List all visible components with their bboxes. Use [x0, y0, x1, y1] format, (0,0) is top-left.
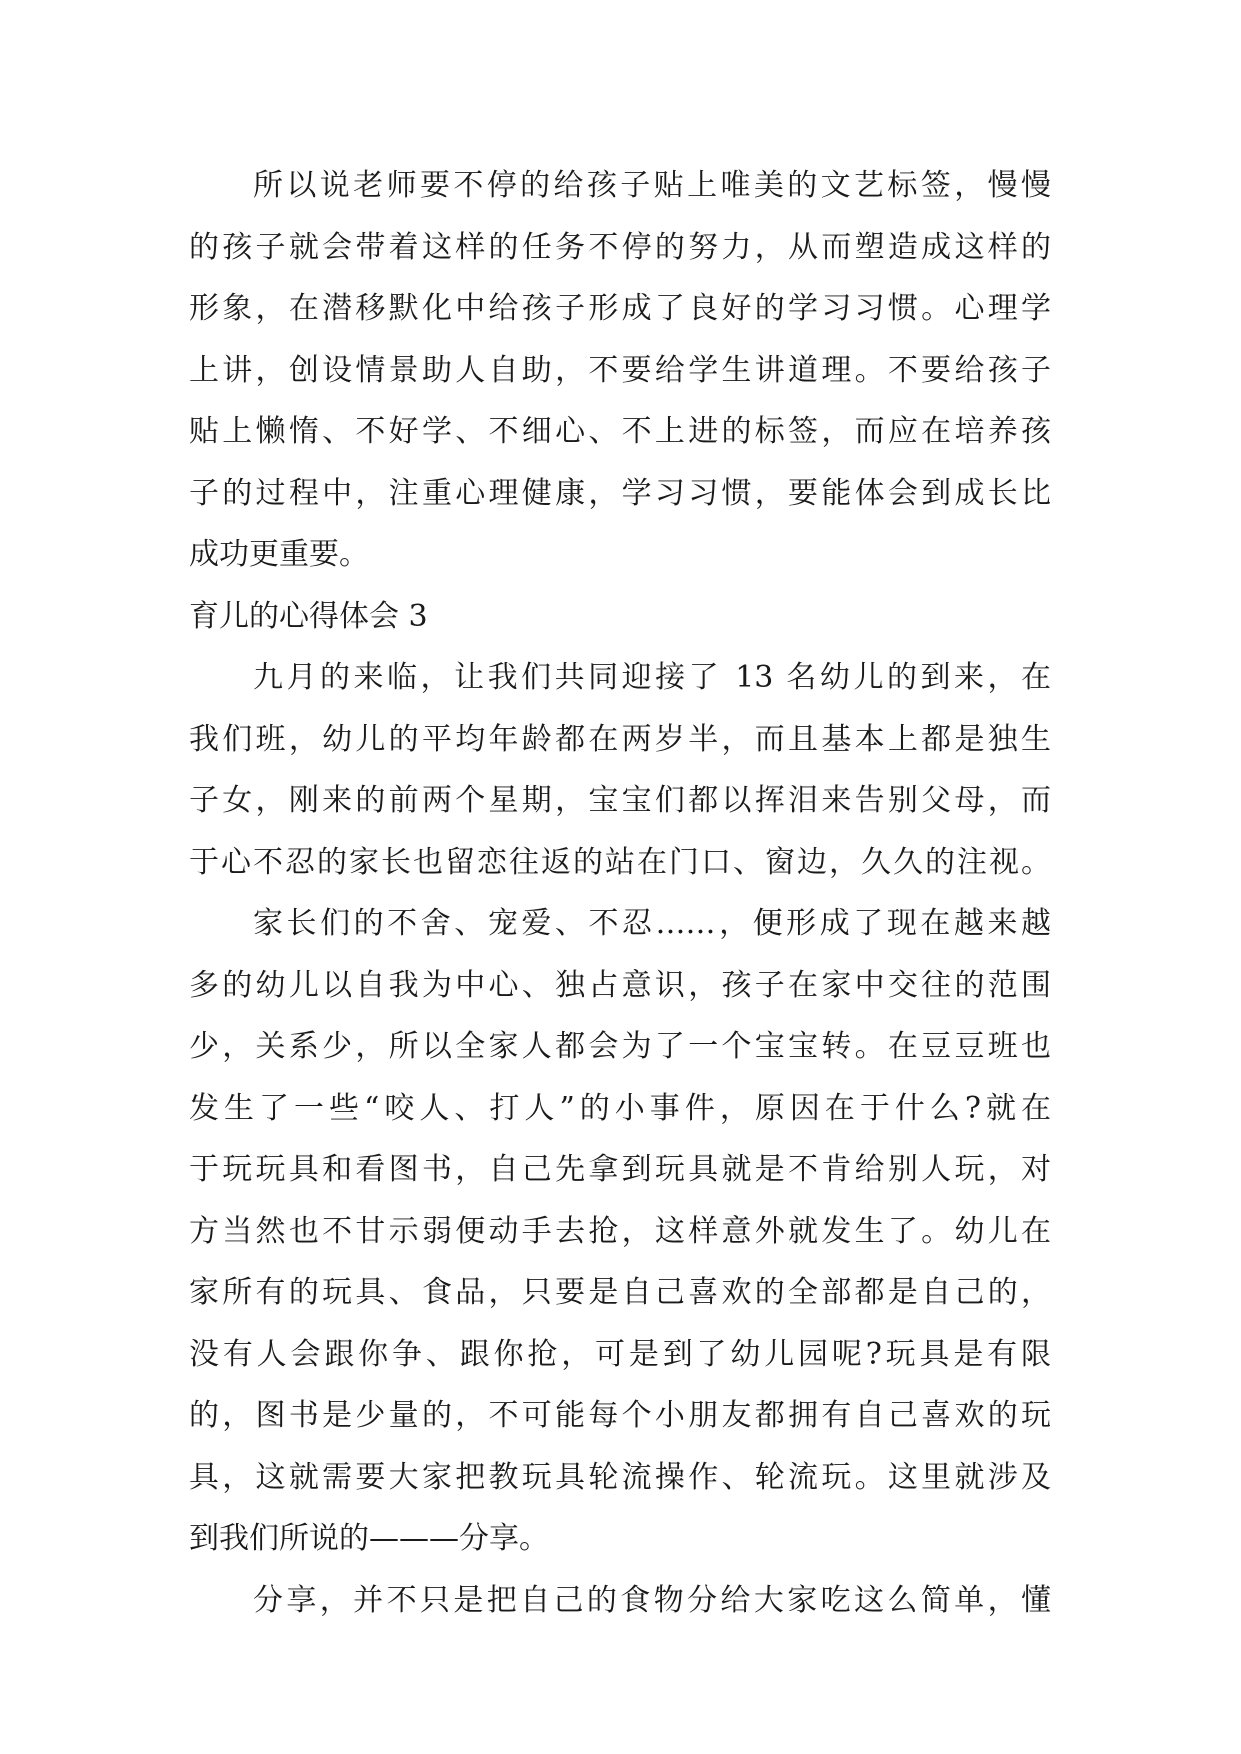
paragraph: [189, 893, 1051, 1570]
text-line: 的孩子就会带着这样的任务不停的努力，从而塑造成这样的: [189, 229, 1051, 265]
text-line: 所以说老师要不停的给孩子贴上唯美的文艺标签，慢慢: [253, 168, 1051, 203]
paragraph: [189, 1570, 1051, 1632]
text-line: 成功更重要。: [189, 537, 369, 572]
paragraph: [189, 155, 1051, 586]
paragraph: [189, 647, 1051, 893]
text-line: 上讲，创设情景助人自助，不要给学生讲道理。不要给孩子: [189, 352, 1051, 388]
text-line: 家所有的玩具、食品，只要是自己喜欢的全部都是自己的，: [189, 1275, 1051, 1310]
text-line: 子女，刚来的前两个星期，宝宝们都以挥泪来告别父母，而: [189, 783, 1051, 818]
text-line: 于心不忍的家长也留恋往返的站在门口、窗边，久久的注视。: [189, 844, 1051, 880]
text-line: 家长们的不舍、宠爱、不忍……，便形成了现在越来越: [253, 906, 1051, 941]
text-line: 的，图书是少量的，不可能每个小朋友都拥有自己喜欢的玩: [189, 1398, 1051, 1433]
text-line: 没有人会跟你争、跟你抢，可是到了幼儿园呢?玩具是有限: [189, 1336, 1051, 1372]
section-heading: 育儿的心得体会 3: [189, 598, 428, 634]
text-line: 发生了一些“咬人、打人”的小事件，原因在于什么?就在: [189, 1090, 1051, 1126]
text-line: 具，这就需要大家把教玩具轮流操作、轮流玩。这里就涉及: [189, 1459, 1051, 1495]
text-line: 我们班，幼儿的平均年龄都在两岁半，而且基本上都是独生: [189, 721, 1051, 757]
text-line: 子的过程中，注重心理健康，学习习惯，要能体会到成长比: [189, 475, 1051, 511]
text-line: 于玩玩具和看图书，自己先拿到玩具就是不肯给别人玩，对: [189, 1152, 1051, 1187]
text-line: 贴上懒惰、不好学、不细心、不上进的标签，而应在培养孩: [189, 414, 1051, 449]
text-line: 到我们所说的———分享。: [189, 1521, 549, 1556]
text-line: 方当然也不甘示弱便动手去抢，这样意外就发生了。幼儿在: [189, 1213, 1051, 1249]
text-line: 九月的来临，让我们共同迎接了 13 名幼儿的到来，在: [253, 660, 1051, 695]
document-body: [189, 155, 1051, 1631]
text-line: 少，关系少，所以全家人都会为了一个宝宝转。在豆豆班也: [189, 1029, 1051, 1064]
text-line: 分享，并不只是把自己的食物分给大家吃这么简单，懂: [253, 1582, 1051, 1618]
text-line: 多的幼儿以自我为中心、独占意识，孩子在家中交往的范围: [189, 967, 1051, 1003]
text-line: 形象，在潜移默化中给孩子形成了良好的学习习惯。心理学: [189, 291, 1051, 326]
